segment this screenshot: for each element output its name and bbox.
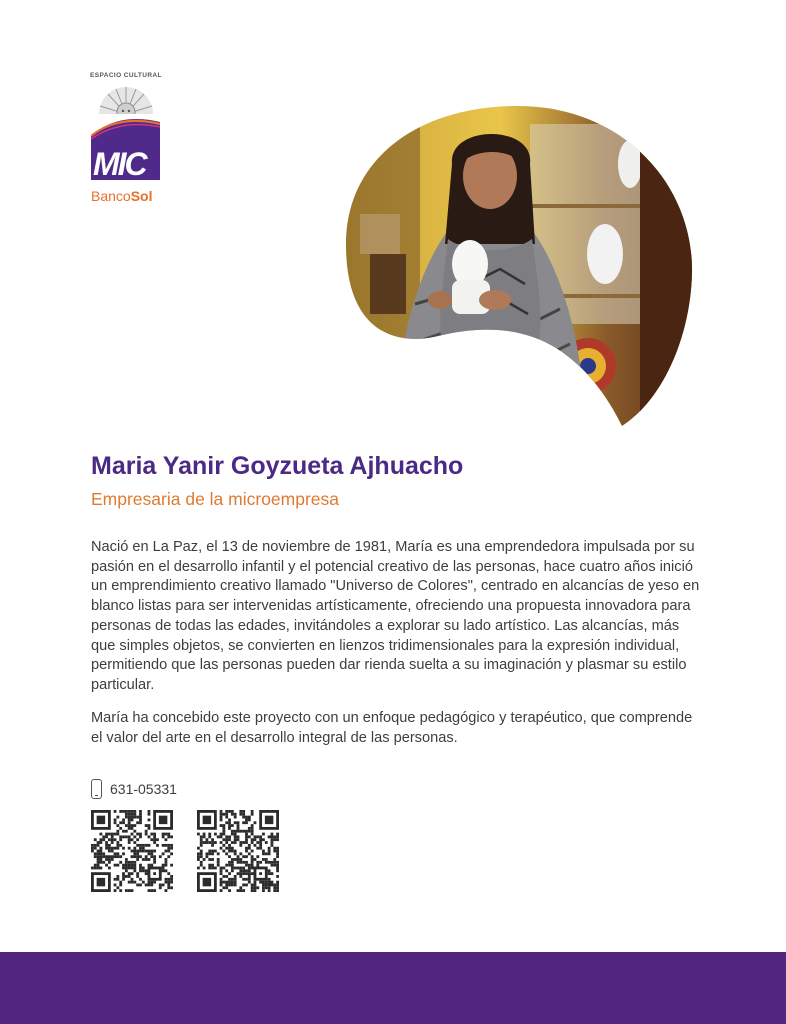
bio-paragraph-1: Nació en La Paz, el 13 de noviembre de 1981, María es una emprendedora impulsada por su pasión en el desarrollo infantil y el potencial creativo de las personas, hace cuatro años inició un emprendimiento creativo llamado "Universo de Colores", centrado en alcancías de yeso en blanco listas para ser intervenidas artísticamente, ofreciendo una propuesta innovadora para personas de todas las edades, invitándoles a explorar su lado artístico. Las alcancías, más que simples objetos, se convierten en lienzos tridimensionales para la expresión individual, permitiendo que las personas pueden dar rienda suelta a su imaginación y plasmar su estilo particular. — [91, 539, 700, 693]
sun-emblem-icon — [96, 84, 156, 118]
footer-band — [0, 952, 786, 1024]
logo-swoosh-icon — [91, 114, 160, 144]
portrait-photo — [340, 104, 696, 430]
mic-bancosol-logo — [90, 70, 170, 210]
phone-number: 631-05331 — [110, 781, 177, 797]
qr-code-icon[interactable] — [91, 810, 173, 892]
bio-paragraph-2: María ha concebido este proyecto con un enfoque pedagógico y terapéutico, que comprende el valor del arte en el desarrollo integral de las personas. — [91, 710, 693, 746]
logo-mic-text: MIC — [93, 146, 146, 182]
phone-contact — [91, 778, 177, 800]
qr-code-icon[interactable] — [197, 810, 279, 892]
logo-mic-box — [91, 114, 160, 180]
person-name: Maria Yanir Goyzueta Ajhuacho — [91, 452, 464, 480]
logo-brand-text: BancoSol — [91, 188, 153, 204]
person-role: Empresaria de la microempresa — [91, 489, 340, 509]
logo-kicker: ESPACIO CULTURAL — [90, 72, 162, 79]
mobile-phone-icon — [91, 779, 102, 799]
